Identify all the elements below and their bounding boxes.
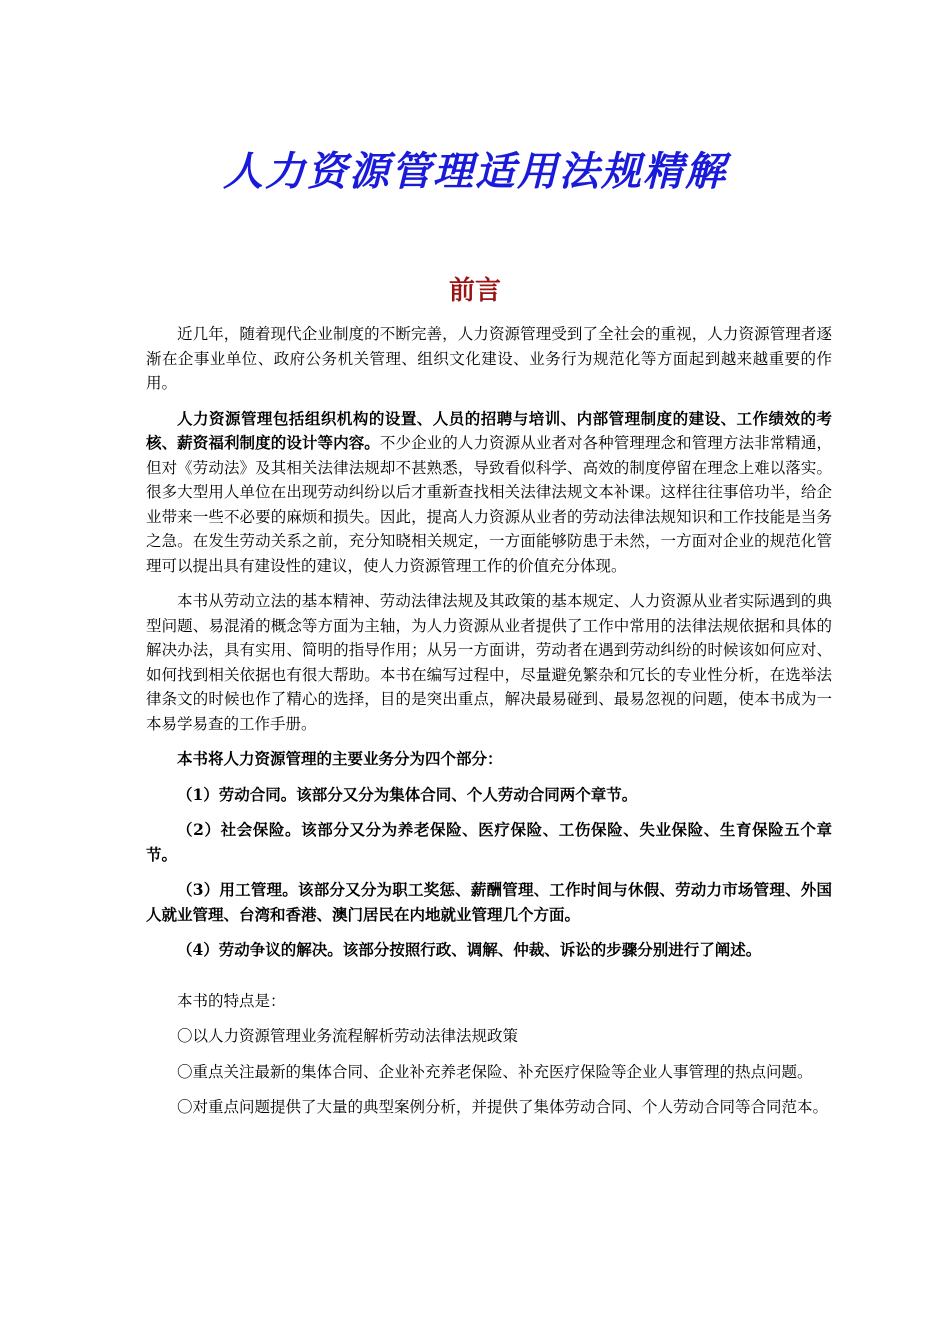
features-intro: 本书的特点是： <box>177 991 286 1010</box>
paragraph-hr-scope <box>146 407 832 579</box>
paragraph-intro: 近几年，随着现代企业制度的不断完善，人力资源管理受到了全社会的重视，人力资源管理者逐渐在企事业单位、政府公务机关管理、组织文化建设、业务行为规范化等方面起到越来越重要的作用。 <box>146 325 832 392</box>
preface-heading: 前言 <box>448 276 501 306</box>
part-item-1: （1）劳动合同。该部分又分为集体合同、个人劳动合同两个章节。 <box>177 784 638 804</box>
parts-intro: 本书将人力资源管理的主要业务分为四个部分： <box>177 749 503 768</box>
part-item-3: （3）用工管理。该部分又分为职工奖惩、薪酬管理、工作时间与休假、劳动力市场管理、外国人就业管理、台湾和香港、澳门居民在内地就业管理几个方面。 <box>146 880 832 924</box>
document-title: 人力资源管理适用法规精解 <box>223 148 727 195</box>
document-body <box>146 322 832 1131</box>
paragraph-book-purpose: 本书从劳动立法的基本精神、劳动法律法规及其政策的基本规定、人力资源从业者实际遇到的典型问题、易混淆的概念等方面为主轴，为人力资源从业者提供了工作中常用的法律法规依据和具体的解决办法，具有实用、简明的指导作用；从另一方面讲，劳动者在遇到劳动纠纷的时候该如何应对、如何找到相关依据也有很大帮助。本书在编写过程中，尽量避免繁杂和冗长的专业性分析，在选举法律条文的时候也作了精心的选择，目的是突出重点，解决最易碰到、最易忽视的问题，使本书成为一本易学易查的工作手册。 <box>146 592 832 733</box>
feature-item-3: 〇对重点问题提供了大量的典型案例分析，并提供了集体劳动合同、个人劳动合同等合同范本。 <box>177 1098 829 1116</box>
paragraph-hr-scope-bold: 人力资源管理包括组织机构的设置、人员的招聘与培训、内部管理制度的建设、工作绩效的考核、薪资福利制度的设计等内容。 <box>146 408 832 452</box>
part-item-4: （4）劳动争议的解决。该部分按照行政、调解、仲裁、诉讼的步骤分别进行了阐述。 <box>177 940 762 959</box>
feature-item-2: 〇重点关注最新的集体合同、企业补充养老保险、补充医疗保险等企业人事管理的热点问题。 <box>177 1062 813 1081</box>
part-item-2: （2）社会保险。该部分又分为养老保险、医疗保险、工伤保险、失业保险、生育保险五个章节。 <box>146 820 832 864</box>
feature-item-1: 〇以人力资源管理业务流程解析劳动法律法规政策 <box>177 1027 519 1045</box>
paragraph-hr-scope-rest: 不少企业的人力资源从业者对各种管理理念和管理方法非常精通，但对《劳动法》及其相关法律法规却不甚熟悉，导致看似科学、高效的制度停留在理念上难以落实。很多大型用人单位在出现劳动纠纷以后才重新查找相关法律法规文本补课。这样往往事倍功半，给企业带来一些不必要的麻烦和损失。因此，提高人力资源从业者的劳动法律法规知识和工作技能是当务之急。在发生劳动关系之前，充分知晓相关规定，一方面能够防患于未然，一方面对企业的规范化管理可以提出具有建设性的建议，使人力资源管理工作的价值充分体现。 <box>146 434 832 575</box>
